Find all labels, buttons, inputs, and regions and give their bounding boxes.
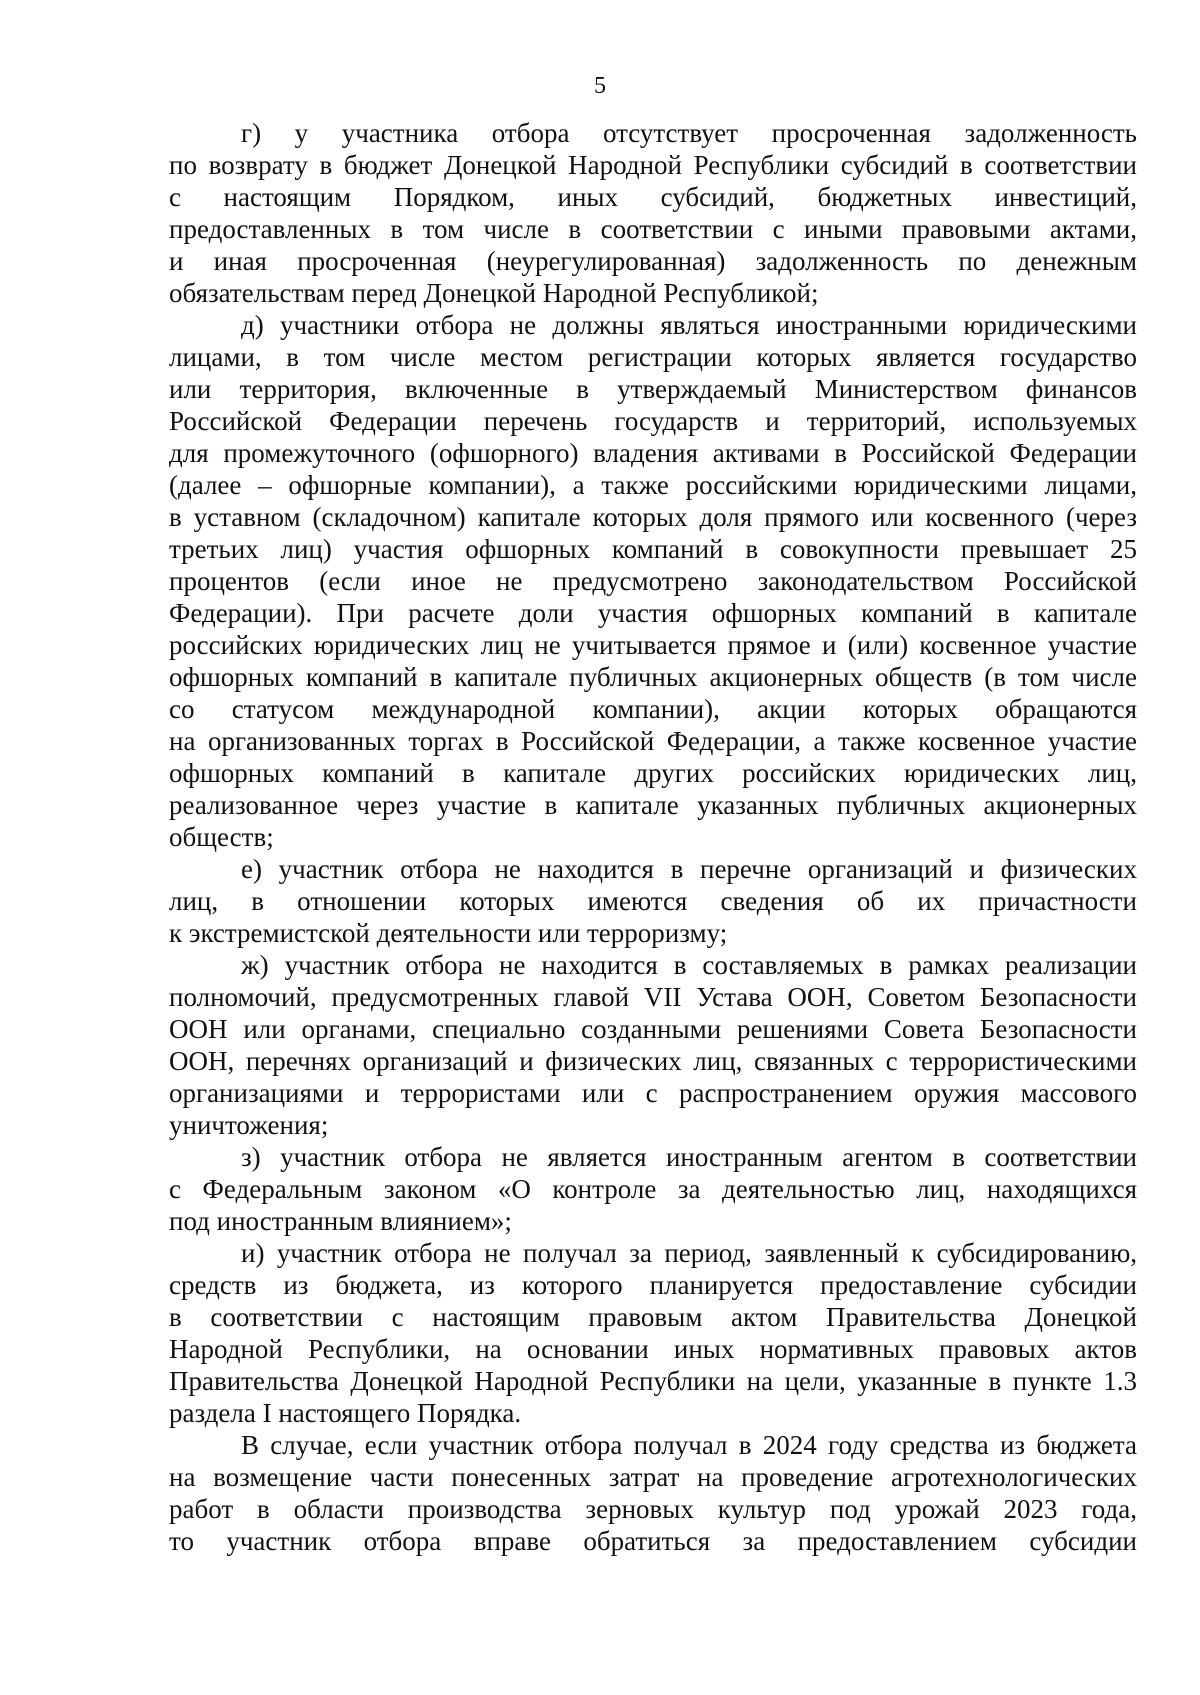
text-line: е) участник отбора не находится в перечне организаций и физических	[241, 854, 1137, 884]
text-line: под иностранным влиянием»;	[169, 1206, 512, 1236]
text-line: полномочий, предусмотренных главой VII Устава ООН, Советом Безопасности	[169, 982, 1137, 1012]
text-line: на организованных торгах в Российской Федерации, а также косвенное участие	[169, 726, 1137, 756]
text-line: офшорных компаний в капитале публичных акционерных обществ (в том числе	[169, 662, 1137, 692]
text-line: ж) участник отбора не находится в составляемых в рамках реализации	[241, 950, 1137, 980]
text-line: з) участник отбора не является иностранным агентом в соответствии	[241, 1142, 1137, 1172]
text-line: Российской Федерации перечень государств и территорий, используемых	[169, 406, 1137, 436]
text-line: и) участник отбора не получал за период, заявленный к субсидированию,	[241, 1238, 1137, 1268]
text-line: ООН, перечнях организаций и физических лиц, связанных с террористическими	[169, 1046, 1137, 1076]
paragraph-case	[169, 1429, 1137, 1557]
text-line: третьих лиц) участия офшорных компаний в совокупности превышает 25	[169, 534, 1137, 564]
paragraph-zh	[169, 949, 1137, 1141]
text-line: с настоящим Порядком, иных субсидий, бюджетных инвестиций,	[169, 182, 1137, 212]
page-number: 5	[594, 73, 606, 99]
document-body	[169, 117, 1137, 1557]
paragraph-e	[169, 853, 1137, 949]
text-line: офшорных компаний в капитале других российских юридических лиц,	[169, 758, 1137, 788]
text-line: со статусом международной компании), акции которых обращаются	[169, 694, 1137, 724]
paragraph-i	[169, 1237, 1137, 1429]
text-line: раздела I настоящего Порядка.	[169, 1398, 522, 1428]
text-line: работ в области производства зерновых культур под урожай 2023 года,	[169, 1494, 1137, 1524]
text-line: к экстремистской деятельности или терроризму;	[169, 918, 728, 948]
text-line: и иная просроченная (неурегулированная) задолженность по денежным	[169, 246, 1137, 276]
text-line: в соответствии с настоящим правовым актом Правительства Донецкой	[169, 1302, 1137, 1332]
text-line: ООН или органами, специально созданными решениями Совета Безопасности	[169, 1014, 1137, 1044]
text-line: на возмещение части понесенных затрат на проведение агротехнологических	[169, 1462, 1137, 1492]
text-line: с Федеральным законом «О контроле за деятельностью лиц, находящихся	[169, 1174, 1137, 1204]
paragraph-d	[169, 309, 1137, 853]
text-line: д) участники отбора не должны являться иностранными юридическими	[241, 310, 1137, 340]
text-line: Правительства Донецкой Народной Республики на цели, указанные в пункте 1.3	[169, 1366, 1137, 1396]
text-line: в уставном (складочном) капитале которых доля прямого или косвенного (через	[169, 502, 1137, 532]
text-line: предоставленных в том числе в соответствии с иными правовыми актами,	[169, 214, 1137, 244]
paragraph-g	[169, 117, 1137, 309]
text-line: (далее – офшорные компании), а также российскими юридическими лицами,	[169, 470, 1137, 500]
text-line: по возврату в бюджет Донецкой Народной Республики субсидий в соответствии	[169, 150, 1137, 180]
paragraph-z	[169, 1141, 1137, 1237]
text-line: процентов (если иное не предусмотрено законодательством Российской	[169, 566, 1137, 596]
text-line: уничтожения;	[169, 1110, 329, 1140]
text-line: обществ;	[169, 822, 274, 852]
text-line: то участник отбора вправе обратиться за предоставлением субсидии	[169, 1526, 1137, 1556]
text-line: реализованное через участие в капитале указанных публичных акционерных	[169, 790, 1137, 820]
text-line: или территория, включенные в утверждаемый Министерством финансов	[169, 374, 1137, 404]
text-line: российских юридических лиц не учитывается прямое и (или) косвенное участие	[169, 630, 1137, 660]
text-line: для промежуточного (офшорного) владения активами в Российской Федерации	[169, 438, 1137, 468]
text-line: В случае, если участник отбора получал в 2024 году средства из бюджета	[241, 1430, 1137, 1460]
text-line: лиц, в отношении которых имеются сведения об их причастности	[169, 886, 1137, 916]
text-line: средств из бюджета, из которого планируется предоставление субсидии	[169, 1270, 1137, 1300]
text-line: лицами, в том числе местом регистрации которых является государство	[169, 342, 1137, 372]
text-line: г) у участника отбора отсутствует просроченная задолженность	[241, 118, 1137, 148]
text-line: Федерации). При расчете доли участия офшорных компаний в капитале	[169, 598, 1137, 628]
text-line: Народной Республики, на основании иных нормативных правовых актов	[169, 1334, 1137, 1364]
text-line: обязательствам перед Донецкой Народной Республикой;	[169, 278, 819, 308]
text-line: организациями и террористами или с распространением оружия массового	[169, 1078, 1137, 1108]
